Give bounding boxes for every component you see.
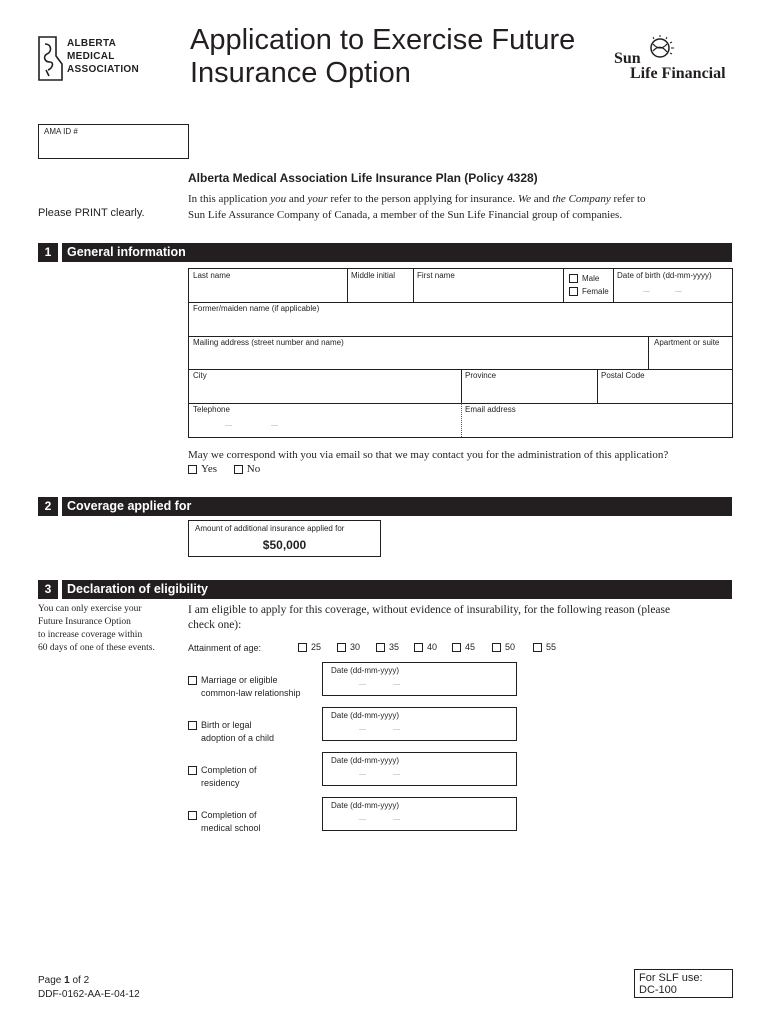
eligibility-side-note: You can only exercise your Future Insurance Option to increase coverage within 60 days of one of these events. bbox=[38, 604, 155, 653]
male-label: Male bbox=[582, 274, 600, 283]
age-40-checkbox[interactable] bbox=[414, 643, 423, 652]
attainment-label: Attainment of age: bbox=[188, 643, 262, 653]
email-label: Email address bbox=[465, 405, 516, 414]
section-1-title: General information bbox=[62, 243, 732, 262]
age-30-label: 30 bbox=[350, 642, 361, 652]
section-3-header bbox=[38, 580, 732, 599]
age-35-option[interactable] bbox=[376, 642, 399, 652]
age-55-label: 55 bbox=[546, 642, 557, 652]
section-2-number: 2 bbox=[38, 497, 58, 516]
sun-life-logo-text-1: Sun bbox=[614, 50, 641, 67]
email-yes-checkbox[interactable] bbox=[188, 465, 197, 474]
last-name-label: Last name bbox=[193, 271, 231, 280]
mailing-address-field[interactable] bbox=[189, 336, 648, 369]
page-number: Page 1 of 2 bbox=[38, 975, 90, 986]
medical-school-checkbox[interactable] bbox=[188, 811, 197, 820]
age-55-checkbox[interactable] bbox=[533, 643, 542, 652]
province-label: Province bbox=[465, 371, 497, 380]
marriage-date-field[interactable]: Date (dd-mm-yyyy) — — bbox=[322, 662, 517, 696]
eligibility-statement: I am eligible to apply for this coverage, without evidence of insurability, for the following reason (please check one): bbox=[188, 604, 671, 631]
date-label: Date (dd-mm-yyyy) bbox=[331, 666, 400, 675]
email-no-option[interactable] bbox=[234, 463, 260, 475]
section-2-title: Coverage applied for bbox=[62, 497, 732, 516]
former-name-field[interactable] bbox=[189, 302, 732, 336]
age-25-checkbox[interactable] bbox=[298, 643, 307, 652]
print-note: Please PRINT clearly. bbox=[38, 207, 145, 219]
telephone-field[interactable]: Telephone — — bbox=[193, 405, 278, 429]
birth-adoption-option[interactable]: Birth or legal adoption of a child bbox=[188, 719, 274, 745]
age-35-checkbox[interactable] bbox=[376, 643, 385, 652]
residency-checkbox[interactable] bbox=[188, 766, 197, 775]
first-name-field[interactable] bbox=[413, 269, 563, 302]
age-50-option[interactable] bbox=[492, 642, 515, 652]
age-25-option[interactable] bbox=[298, 642, 321, 652]
city-label: City bbox=[193, 371, 207, 380]
medical-school-date-field[interactable]: Date (dd-mm-yyyy) — — bbox=[322, 797, 517, 831]
section-1-number: 1 bbox=[38, 243, 58, 262]
section-3-number: 3 bbox=[38, 580, 58, 599]
dob-label: Date of birth (dd-mm-yyyy) bbox=[617, 271, 712, 280]
date-label: Date (dd-mm-yyyy) bbox=[331, 801, 400, 810]
male-option[interactable] bbox=[569, 272, 609, 285]
age-30-option[interactable] bbox=[337, 642, 360, 652]
middle-initial-field[interactable] bbox=[347, 269, 413, 302]
section-2-header bbox=[38, 497, 732, 516]
slf-use-label: For SLF use: bbox=[639, 972, 703, 984]
female-checkbox[interactable] bbox=[569, 287, 578, 296]
email-consent-options bbox=[188, 463, 260, 475]
age-55-option[interactable] bbox=[533, 642, 556, 652]
intro-text: In this application you and your refer to the person applying for insurance. We and the Company refer to Sun Life Assurance Company of Canada, a member of the Sun Life Financial group of companies. bbox=[188, 193, 646, 221]
postal-code-field[interactable] bbox=[597, 369, 732, 403]
mailing-address-label: Mailing address (street number and name) bbox=[193, 338, 344, 347]
email-yes-option[interactable] bbox=[188, 463, 217, 475]
age-30-checkbox[interactable] bbox=[337, 643, 346, 652]
sun-life-logo-text-2: Life Financial bbox=[630, 65, 726, 82]
female-label: Female bbox=[582, 287, 609, 296]
medical-school-option[interactable]: Completion of medical school bbox=[188, 809, 261, 835]
apartment-field[interactable] bbox=[648, 336, 732, 369]
age-50-checkbox[interactable] bbox=[492, 643, 501, 652]
ama-id-label: AMA ID # bbox=[44, 127, 78, 136]
age-45-label: 45 bbox=[465, 642, 476, 652]
postal-code-label: Postal Code bbox=[601, 371, 645, 380]
email-no-checkbox[interactable] bbox=[234, 465, 243, 474]
email-yes-label: Yes bbox=[201, 463, 218, 475]
dob-field[interactable]: Date of birth (dd-mm-yyyy) — — bbox=[617, 271, 712, 295]
last-name-field[interactable] bbox=[189, 269, 347, 302]
former-name-label: Former/maiden name (if applicable) bbox=[193, 304, 320, 313]
dc-code: DC-100 bbox=[639, 984, 677, 996]
age-50-label: 50 bbox=[505, 642, 516, 652]
slf-use-box bbox=[634, 969, 733, 998]
city-field[interactable] bbox=[189, 369, 461, 403]
middle-initial-label: Middle initial bbox=[351, 271, 396, 280]
first-name-label: First name bbox=[417, 271, 455, 280]
province-field[interactable] bbox=[461, 369, 597, 403]
section-3-title: Declaration of eligibility bbox=[62, 580, 732, 599]
plan-title: Alberta Medical Association Life Insurance Plan (Policy 4328) bbox=[188, 171, 538, 185]
apartment-label: Apartment or suite bbox=[654, 338, 720, 347]
female-option[interactable] bbox=[569, 285, 609, 298]
date-label: Date (dd-mm-yyyy) bbox=[331, 711, 400, 720]
residency-option[interactable]: Completion of residency bbox=[188, 764, 257, 790]
coverage-amount-value: $50,000 bbox=[262, 538, 307, 552]
birth-adoption-date-field[interactable]: Date (dd-mm-yyyy) — — bbox=[322, 707, 517, 741]
sex-options bbox=[565, 270, 613, 300]
ama-logo-text: ALBERTA MEDICAL ASSOCIATION bbox=[67, 38, 140, 75]
ama-id-field[interactable] bbox=[38, 124, 189, 159]
email-field[interactable] bbox=[461, 403, 732, 437]
page-footer bbox=[38, 974, 140, 1002]
male-checkbox[interactable] bbox=[569, 274, 578, 283]
general-info-grid bbox=[188, 268, 733, 438]
telephone-label: Telephone bbox=[193, 405, 230, 414]
age-25-label: 25 bbox=[311, 642, 322, 652]
marriage-checkbox[interactable] bbox=[188, 676, 197, 685]
marriage-option[interactable]: Marriage or eligible common-law relationship bbox=[188, 674, 301, 700]
page-title: Application to Exercise Future Insurance Option bbox=[190, 24, 576, 89]
age-45-option[interactable] bbox=[452, 642, 475, 652]
section-1-header bbox=[38, 243, 732, 262]
coverage-amount-field[interactable] bbox=[188, 520, 381, 557]
age-40-option[interactable] bbox=[414, 642, 437, 652]
date-label: Date (dd-mm-yyyy) bbox=[331, 756, 400, 765]
age-40-label: 40 bbox=[427, 642, 438, 652]
coverage-amount-label: Amount of additional insurance applied for bbox=[195, 524, 345, 533]
age-45-checkbox[interactable] bbox=[452, 643, 461, 652]
age-35-label: 35 bbox=[389, 642, 400, 652]
birth-adoption-checkbox[interactable] bbox=[188, 721, 197, 730]
email-no-label: No bbox=[246, 463, 261, 475]
form-code: DDF-0162-AA-E-04-12 bbox=[38, 989, 140, 1000]
email-question: May we correspond with you via email so that we may contact you for the administration of this application? bbox=[188, 449, 669, 461]
residency-date-field[interactable]: Date (dd-mm-yyyy) — — bbox=[322, 752, 517, 786]
